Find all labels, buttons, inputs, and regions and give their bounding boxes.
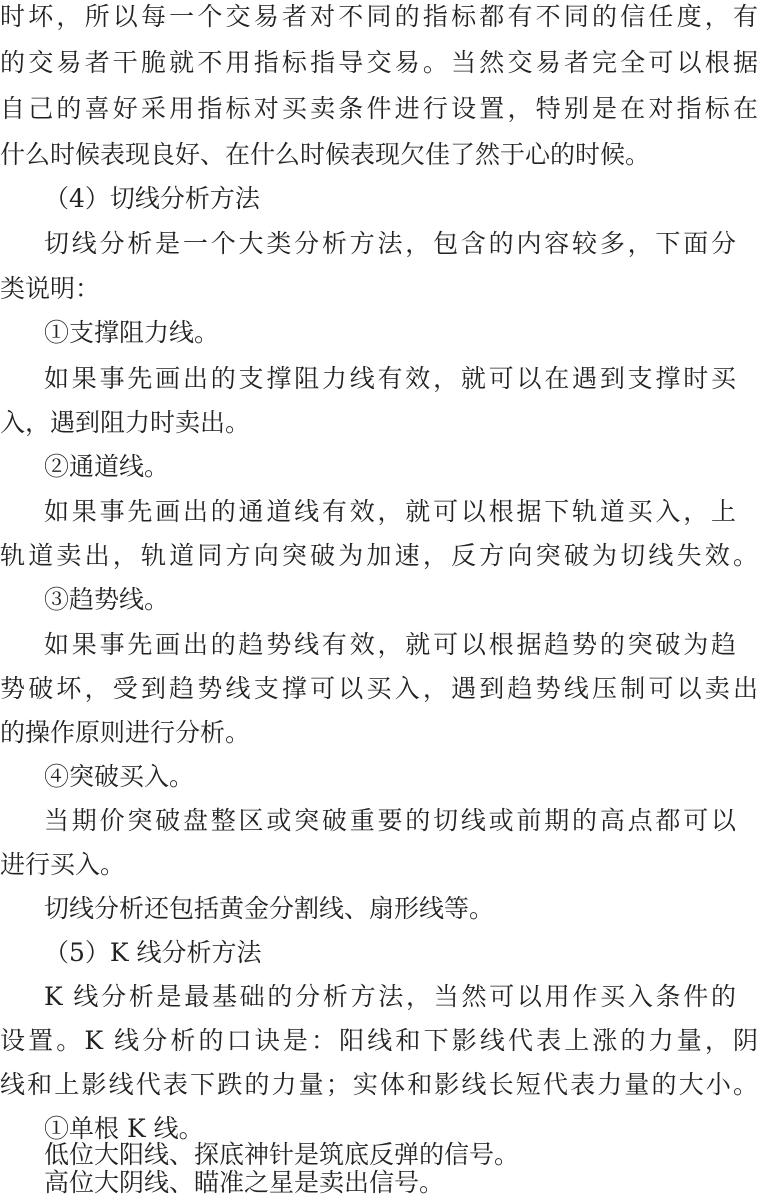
- paragraph-line: 如果事先画出的通道线有效，就可以根据下轨道买入，上: [44, 497, 736, 526]
- section-heading: （4）切线分析方法: [44, 184, 260, 213]
- paragraph-line: K 线分析是最基础的分析方法，当然可以用作买入条件的: [44, 982, 736, 1011]
- paragraph-line: 势破坏，受到趋势线支撑可以买入，遇到趋势线压制可以卖出: [0, 674, 758, 703]
- paragraph-line: 设置。K 线分析的口诀是：阳线和下影线代表上涨的力量，阴: [0, 1026, 758, 1055]
- paragraph-line: 的操作原则进行分析。: [0, 718, 251, 747]
- list-item-heading: ①单根 K 线。: [44, 1114, 204, 1143]
- list-item-heading: ②通道线。: [44, 452, 170, 481]
- paragraph-line: 线和上影线代表下跌的力量；实体和影线长短代表力量的大小。: [0, 1070, 758, 1099]
- list-item-heading: ③趋势线。: [44, 585, 170, 614]
- paragraph-line: 切线分析还包括黄金分割线、扇形线等。: [44, 894, 495, 923]
- list-item-heading: ①支撑阻力线。: [44, 318, 220, 347]
- paragraph-line: 如果事先画出的趋势线有效，就可以根据趋势的突破为趋: [44, 630, 736, 659]
- paragraph-line: 当期价突破盘整区或突破重要的切线或前期的高点都可以: [44, 806, 736, 835]
- paragraph-line: 低位大阳线、探底神针是筑底反弹的信号。: [44, 1140, 520, 1169]
- paragraph-line: 的交易者干脆就不用指标指导交易。当然交易者完全可以根据: [0, 48, 758, 77]
- list-item-heading: ④突破买入。: [44, 762, 195, 791]
- paragraph-line: 类说明：: [0, 274, 101, 303]
- paragraph-line: 自己的喜好采用指标对买卖条件进行设置，特别是在对指标在: [0, 94, 758, 123]
- section-heading: （5）K 线分析方法: [44, 938, 262, 967]
- paragraph-line: 什么时候表现良好、在什么时候表现欠佳了然于心的时候。: [0, 140, 651, 169]
- paragraph-line: 时坏，所以每一个交易者对不同的指标都有不同的信任度，有: [0, 2, 758, 31]
- paragraph-line: 切线分析是一个大类分析方法，包含的内容较多，下面分: [44, 229, 736, 258]
- paragraph-line: 入，遇到阻力时卖出。: [0, 408, 251, 437]
- paragraph-line: 高位大阴线、瞄准之星是卖出信号。: [44, 1168, 445, 1197]
- paragraph-line: 轨道卖出，轨道同方向突破为加速，反方向突破为切线失效。: [0, 541, 758, 570]
- paragraph-line: 进行买入。: [0, 850, 126, 879]
- paragraph-line: 如果事先画出的支撑阻力线有效，就可以在遇到支撑时买: [44, 364, 736, 393]
